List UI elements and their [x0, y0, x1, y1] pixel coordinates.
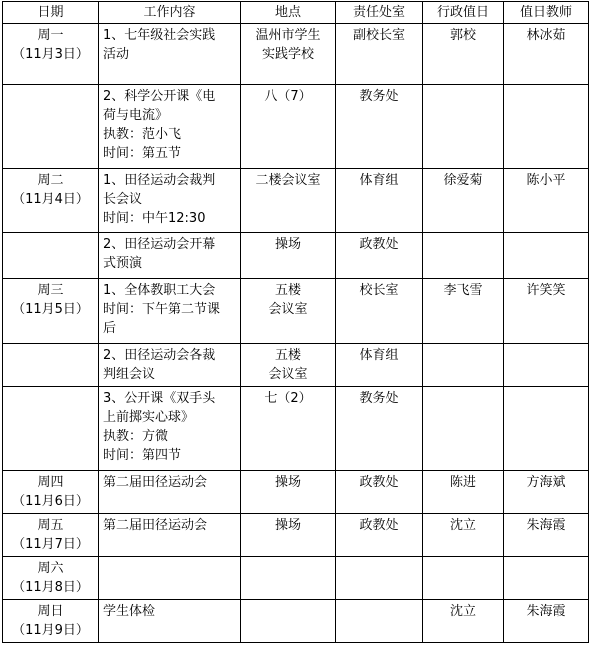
- work-content-cell: [99, 169, 241, 233]
- content-line: 1、全体教职工大会: [103, 283, 216, 298]
- location-line: 会议室: [268, 367, 308, 382]
- content-line: 时间：中午12:30: [103, 211, 206, 226]
- day-date: （11月9日）: [12, 623, 89, 638]
- work-content-cell: [99, 387, 241, 471]
- table-row: [3, 233, 589, 279]
- work-content-cell: [99, 514, 241, 557]
- location-cell: [241, 169, 336, 233]
- location-line: 实践学校: [261, 47, 314, 62]
- work-content-cell: [99, 557, 241, 600]
- content-line: 上前掷实心球》: [103, 410, 195, 425]
- day-date: （11月7日）: [12, 537, 89, 552]
- location-cell: [241, 85, 336, 169]
- content-line: 第二届田径运动会: [103, 475, 208, 490]
- admin-on-duty-cell: 郭校: [423, 24, 504, 85]
- header-row: [3, 2, 589, 24]
- responsible-office-cell: [336, 600, 423, 643]
- day-date: （11月4日）: [12, 192, 89, 207]
- day-date: （11月3日）: [12, 47, 89, 62]
- content-line: 第二届田径运动会: [103, 518, 208, 533]
- day-name: 周一: [37, 28, 64, 43]
- location-line: 七（2）: [264, 391, 312, 406]
- location-line: 温州市学生: [255, 28, 321, 43]
- location-cell: [241, 600, 336, 643]
- header-date: 日期: [3, 2, 99, 24]
- day-cell: [3, 344, 99, 387]
- content-line: 长会议: [103, 192, 143, 207]
- content-line: 2、田径运动会开幕: [103, 237, 216, 252]
- location-line: 八（7）: [264, 89, 312, 104]
- teacher-on-duty-cell: 林冰茹: [504, 24, 589, 85]
- location-cell: [241, 471, 336, 514]
- day-cell: [3, 557, 99, 600]
- admin-on-duty-cell: 沈立: [423, 600, 504, 643]
- table-row: [3, 24, 589, 85]
- header-teacher-on-duty: 值日教师: [504, 2, 589, 24]
- teacher-on-duty-cell: 朱海霞: [504, 514, 589, 557]
- table-row: [3, 471, 589, 514]
- work-content-cell: [99, 24, 241, 85]
- responsible-office-cell: 校长室: [336, 279, 423, 344]
- day-date: （11月8日）: [12, 580, 89, 595]
- work-content-cell: [99, 344, 241, 387]
- duty-schedule-table: [2, 1, 589, 643]
- responsible-office-cell: [336, 557, 423, 600]
- table-row: [3, 557, 589, 600]
- day-cell: [3, 471, 99, 514]
- day-name: 周三: [37, 283, 64, 298]
- day-cell: [3, 169, 99, 233]
- table-row: [3, 279, 589, 344]
- admin-on-duty-cell: 徐爱菊: [423, 169, 504, 233]
- day-cell: [3, 600, 99, 643]
- content-line: 活动: [103, 47, 130, 62]
- admin-on-duty-cell: [423, 85, 504, 169]
- work-content-cell: [99, 85, 241, 169]
- work-content-cell: [99, 471, 241, 514]
- teacher-on-duty-cell: 许笑笑: [504, 279, 589, 344]
- location-cell: [241, 514, 336, 557]
- admin-on-duty-cell: [423, 387, 504, 471]
- table-row: [3, 169, 589, 233]
- location-line: 二楼会议室: [255, 173, 321, 188]
- responsible-office-cell: 政教处: [336, 471, 423, 514]
- admin-on-duty-cell: [423, 557, 504, 600]
- location-cell: [241, 387, 336, 471]
- table-row: [3, 344, 589, 387]
- content-line: 学生体检: [103, 604, 156, 619]
- table-row: [3, 85, 589, 169]
- teacher-on-duty-cell: 陈小平: [504, 169, 589, 233]
- admin-on-duty-cell: [423, 344, 504, 387]
- content-line: 执教：范小飞: [103, 127, 182, 142]
- admin-on-duty-cell: 陈进: [423, 471, 504, 514]
- day-cell: [3, 279, 99, 344]
- teacher-on-duty-cell: 朱海霞: [504, 600, 589, 643]
- content-line: 1、七年级社会实践: [103, 28, 216, 43]
- location-cell: [241, 279, 336, 344]
- day-date: （11月6日）: [12, 494, 89, 509]
- teacher-on-duty-cell: [504, 387, 589, 471]
- teacher-on-duty-cell: [504, 233, 589, 279]
- responsible-office-cell: 教务处: [336, 85, 423, 169]
- teacher-on-duty-cell: [504, 85, 589, 169]
- content-line: 3、公开课《双手头: [103, 391, 216, 406]
- location-line: 操场: [274, 237, 301, 252]
- location-line: 操场: [274, 475, 301, 490]
- day-name: 周五: [37, 518, 64, 533]
- day-cell: [3, 24, 99, 85]
- responsible-office-cell: 政教处: [336, 233, 423, 279]
- content-line: 2、科学公开课《电: [103, 89, 216, 104]
- teacher-on-duty-cell: [504, 344, 589, 387]
- day-cell: [3, 387, 99, 471]
- location-line: 操场: [274, 518, 301, 533]
- work-content-cell: [99, 600, 241, 643]
- content-line: 荷与电流》: [103, 108, 169, 123]
- day-name: 周六: [37, 561, 64, 576]
- admin-on-duty-cell: 沈立: [423, 514, 504, 557]
- header-admin-on-duty: 行政值日: [423, 2, 504, 24]
- content-line: 时间：第五节: [103, 146, 182, 161]
- location-cell: [241, 557, 336, 600]
- responsible-office-cell: 政教处: [336, 514, 423, 557]
- day-cell: [3, 233, 99, 279]
- table-row: [3, 600, 589, 643]
- teacher-on-duty-cell: [504, 557, 589, 600]
- content-line: 判组会议: [103, 367, 156, 382]
- day-date: （11月5日）: [12, 302, 89, 317]
- responsible-office-cell: 副校长室: [336, 24, 423, 85]
- location-cell: [241, 24, 336, 85]
- day-cell: [3, 85, 99, 169]
- table-row: [3, 514, 589, 557]
- day-cell: [3, 514, 99, 557]
- teacher-on-duty-cell: 方海斌: [504, 471, 589, 514]
- location-line: 会议室: [268, 302, 308, 317]
- content-line: 2、田径运动会各裁: [103, 348, 216, 363]
- content-line: 执教：方微: [103, 429, 169, 444]
- content-line: 后: [103, 321, 117, 336]
- content-line: 时间：下午第二节课: [103, 302, 221, 317]
- day-name: 周日: [37, 604, 64, 619]
- content-line: 1、田径运动会裁判: [103, 173, 216, 188]
- location-cell: [241, 344, 336, 387]
- header-location: 地点: [241, 2, 336, 24]
- responsible-office-cell: 教务处: [336, 387, 423, 471]
- admin-on-duty-cell: 李飞雪: [423, 279, 504, 344]
- work-content-cell: [99, 233, 241, 279]
- day-name: 周四: [37, 475, 64, 490]
- content-line: 式预演: [103, 256, 143, 271]
- header-work-content: 工作内容: [99, 2, 241, 24]
- table-row: [3, 387, 589, 471]
- location-cell: [241, 233, 336, 279]
- location-line: 五楼: [274, 348, 301, 363]
- day-name: 周二: [37, 173, 64, 188]
- responsible-office-cell: 体育组: [336, 169, 423, 233]
- location-line: 五楼: [274, 283, 301, 298]
- header-responsible-office: 责任处室: [336, 2, 423, 24]
- admin-on-duty-cell: [423, 233, 504, 279]
- content-line: 时间：第四节: [103, 448, 182, 463]
- work-content-cell: [99, 279, 241, 344]
- responsible-office-cell: 体育组: [336, 344, 423, 387]
